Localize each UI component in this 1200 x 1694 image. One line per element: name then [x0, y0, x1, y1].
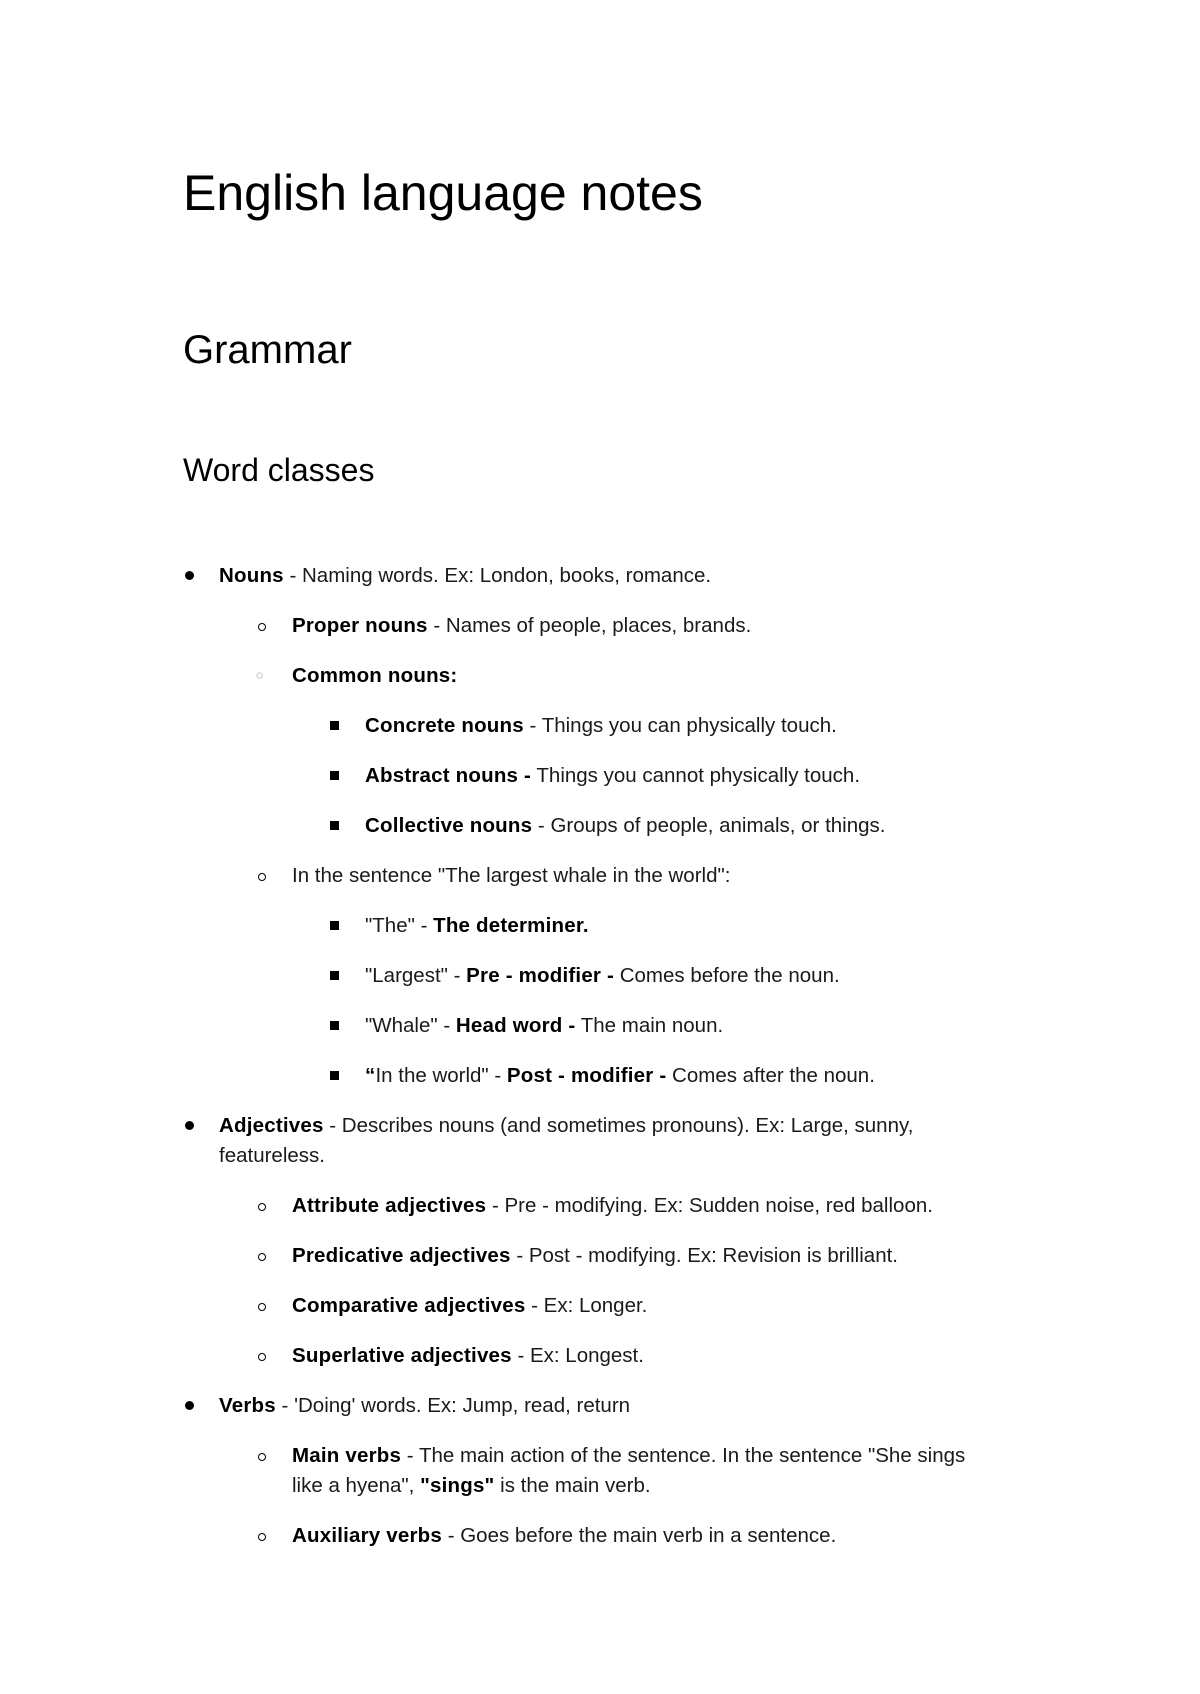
- bullet-disc-icon: [185, 571, 194, 580]
- list-item-common-nouns: Common nouns:: [292, 664, 458, 687]
- bullet-square-icon: [330, 821, 339, 830]
- list-item-whale: "Whale" - Head word - The main noun.: [365, 1014, 724, 1037]
- bullet-square-icon: [330, 971, 339, 980]
- bullet-square-icon: [330, 721, 339, 730]
- list-item-abstract-nouns: Abstract nouns - Things you cannot physically touch.: [365, 764, 861, 787]
- list-item-main-verbs-continued: like a hyena", "sings" is the main verb.: [292, 1474, 651, 1497]
- bullet-circle-icon: [258, 1203, 266, 1211]
- bullet-disc-icon: [185, 1121, 194, 1130]
- list-item-adjectives-continued: featureless.: [219, 1144, 325, 1167]
- list-item-attribute-adjectives: Attribute adjectives - Pre - modifying. Ex: Sudden noise, red balloon.: [292, 1194, 933, 1217]
- list-item-main-verbs: Main verbs - The main action of the sentence. In the sentence "She sings: [292, 1444, 966, 1467]
- list-item-concrete-nouns: Concrete nouns - Things you can physically touch.: [365, 714, 837, 737]
- list-item-comparative-adjectives: Comparative adjectives - Ex: Longer.: [292, 1294, 648, 1317]
- list-item-superlative-adjectives: Superlative adjectives - Ex: Longest.: [292, 1344, 644, 1367]
- bullet-circle-icon: [258, 1533, 266, 1541]
- list-item-proper-nouns: Proper nouns - Names of people, places, brands.: [292, 614, 752, 637]
- heading-word-classes: Word classes: [183, 452, 375, 488]
- bullet-disc-icon: [185, 1401, 194, 1410]
- list-item-adjectives: Adjectives - Describes nouns (and sometimes pronouns). Ex: Large, sunny,: [219, 1114, 914, 1137]
- list-item-nouns: Nouns - Naming words. Ex: London, books, romance.: [219, 564, 712, 587]
- bullet-circle-icon: [258, 1303, 266, 1311]
- heading-grammar: Grammar: [183, 328, 352, 372]
- bullet-circle-icon: [258, 1453, 266, 1461]
- list-item-largest: "Largest" - Pre - modifier - Comes before the noun.: [365, 964, 840, 987]
- list-item-sentence: In the sentence "The largest whale in the world":: [292, 864, 731, 887]
- bullet-square-icon: [330, 921, 339, 930]
- bullet-circle-icon: [258, 1353, 266, 1361]
- bullet-circle-dotted-icon: ◌: [256, 668, 264, 682]
- list-item-collective-nouns: Collective nouns - Groups of people, animals, or things.: [365, 814, 886, 837]
- bullet-circle-icon: [258, 873, 266, 881]
- list-item-the: "The" - The determiner.: [365, 914, 589, 937]
- bullet-square-icon: [330, 1021, 339, 1030]
- document-title: English language notes: [183, 165, 703, 221]
- list-item-auxiliary-verbs: Auxiliary verbs - Goes before the main verb in a sentence.: [292, 1524, 837, 1547]
- list-item-predicative-adjectives: Predicative adjectives - Post - modifying. Ex: Revision is brilliant.: [292, 1244, 898, 1267]
- list-item-in-the-world: “In the world" - Post - modifier - Comes after the noun.: [365, 1064, 875, 1087]
- list-item-verbs: Verbs - 'Doing' words. Ex: Jump, read, return: [219, 1394, 631, 1417]
- bullet-square-icon: [330, 771, 339, 780]
- bullet-circle-icon: [258, 1253, 266, 1261]
- bullet-circle-icon: [258, 623, 266, 631]
- bullet-square-icon: [330, 1071, 339, 1080]
